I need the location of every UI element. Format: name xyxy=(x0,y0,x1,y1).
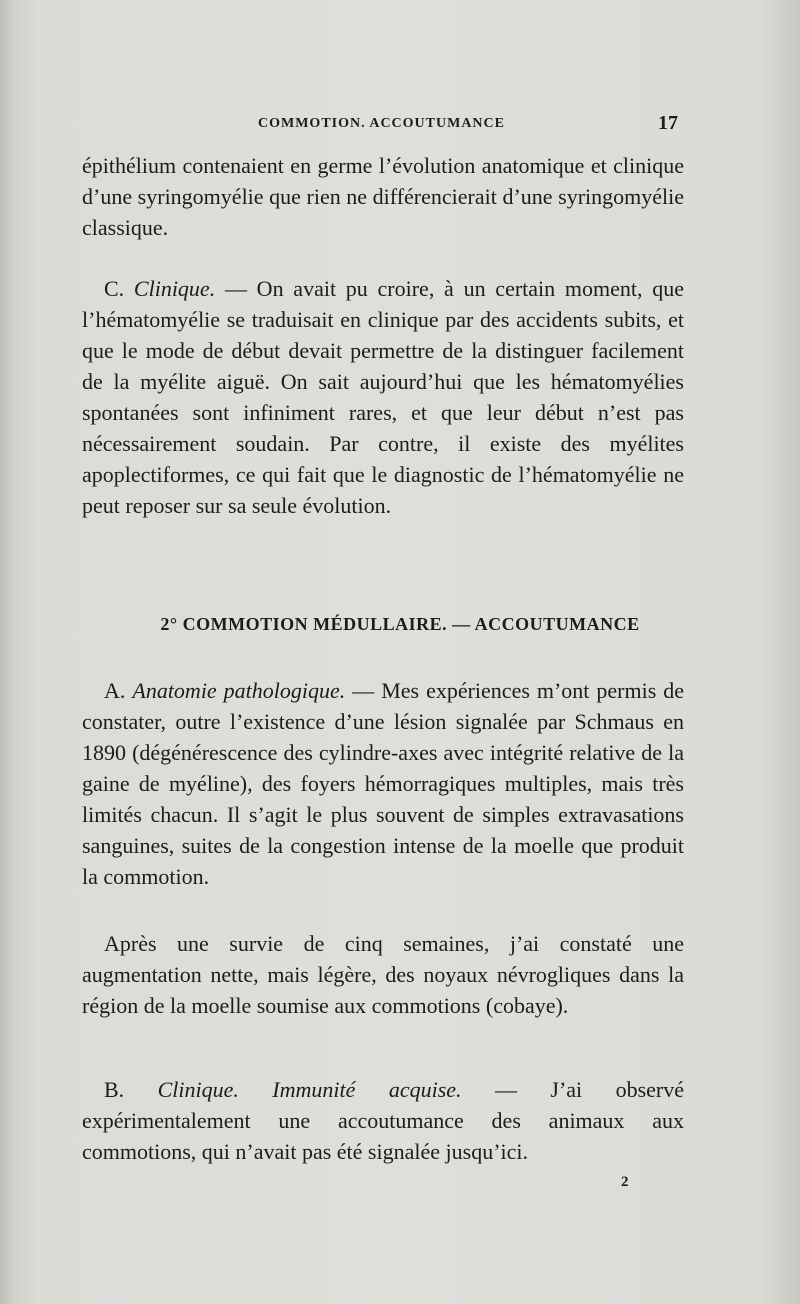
paragraph-immunite xyxy=(82,1074,684,1167)
running-head xyxy=(0,112,800,140)
paragraph-survie xyxy=(82,928,684,1021)
page-number: 17 xyxy=(658,112,678,134)
running-title: COMMOTION. ACCOUTUMANCE xyxy=(258,116,505,131)
paragraph-anatomie xyxy=(82,675,684,892)
paragraph-label-italic: Anatomie pathologique. xyxy=(132,678,346,703)
paragraph-label-italic: Clinique. Immunité acquise. xyxy=(157,1077,462,1102)
paragraph-text: — Mes expériences m’ont permis de constater, outre l’existence d’une lésion signalée par Schmaus en 1890 (dégénérescence des cylindre-axes avec intégrité relative de la gaine de myéline), des foyers hémorragiques multiples, mais très limités chacun. Il s’agit le plus souvent de simples extravasations sanguines, suites de la congestion intense de la moelle que produit la commotion. xyxy=(82,678,685,889)
paragraph-label: B. xyxy=(104,1077,158,1102)
paragraph-continuation xyxy=(82,150,684,243)
paragraph-text: — On avait pu croire, à un certain moment, que l’hématomyélie se traduisait en clinique par des accidents subits, et que le mode de début devait permettre de la distinguer facilement de la myélite aiguë. On sait aujourd’hui que les hématomyélies spontanées sont infiniment rares, et que leur début n’est pas nécessairement soudain. Par contre, il existe des myélites apoplectiformes, ce qui fait que le diagnostic de l’hématomyélie ne peut reposer sur sa seule évolution. xyxy=(82,276,684,518)
paragraph-text: épithélium contenaient en germe l’évolution anatomique et clinique d’une syringomyélie que rien ne différencierait d’une syringomyélie classique. xyxy=(82,153,684,240)
paragraph-text: — J’ai observé expérimentalement une accoutumance des animaux aux commotions, qui n’avait pas été signalée jusqu’ici. xyxy=(82,1077,684,1164)
paragraph-label-italic: Clinique. xyxy=(133,276,216,301)
signature-mark: 2 xyxy=(621,1174,629,1190)
paragraph-clinique xyxy=(82,273,684,521)
paragraph-label: A. xyxy=(104,678,133,703)
paragraph-text: Après une survie de cinq semaines, j’ai constaté une augmentation nette, mais légère, des noyaux névrogliques dans la région de la moelle soumise aux commotions (cobaye). xyxy=(82,931,684,1018)
section-heading: 2° COMMOTION MÉDULLAIRE. — ACCOUTUMANCE xyxy=(160,614,640,634)
paragraph-label: C. xyxy=(104,276,134,301)
